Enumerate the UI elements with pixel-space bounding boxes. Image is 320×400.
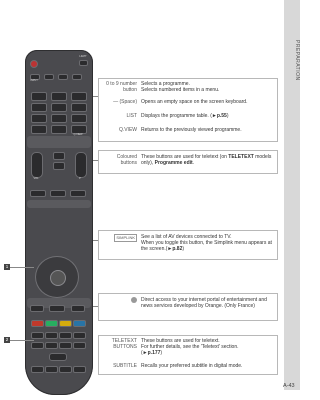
desc-number-buttons: Selects a programme. Selects numbered items in a menu. bbox=[141, 81, 220, 93]
row-number-buttons bbox=[99, 81, 277, 95]
light-button bbox=[79, 60, 88, 66]
remote-stripe bbox=[27, 200, 91, 208]
ok-button bbox=[50, 270, 66, 286]
desc-list-text: Displays the programme table. ( bbox=[141, 113, 212, 119]
desc-simplink bbox=[141, 234, 273, 252]
blue-button bbox=[73, 320, 86, 327]
desc-text: These buttons are used for teletext (on bbox=[141, 154, 229, 160]
row-simplink bbox=[99, 234, 277, 256]
playback-button bbox=[31, 342, 44, 349]
number-4-button bbox=[31, 103, 47, 112]
desc-text: For further details, see the 'Teletext' section. bbox=[141, 344, 239, 350]
leader-line bbox=[93, 306, 98, 307]
playback-button bbox=[31, 332, 44, 339]
side-tab-label: PREPARATION bbox=[294, 40, 300, 81]
remote-control-illustration bbox=[25, 50, 93, 395]
desc-text: . bbox=[192, 160, 195, 166]
programme-label: P bbox=[79, 177, 81, 180]
leader-line bbox=[10, 267, 34, 268]
row-list bbox=[99, 113, 277, 121]
simplink-panel bbox=[98, 230, 278, 260]
tv-radio-button bbox=[58, 74, 68, 80]
desc-q-view: Returns to the previously viewed programme. bbox=[141, 127, 242, 133]
page-ref: p.82 bbox=[172, 246, 183, 252]
row-space bbox=[99, 99, 277, 107]
simplink-button bbox=[50, 190, 66, 197]
guide-button bbox=[49, 305, 65, 312]
label-teletext: TELETEXT BUTTONS bbox=[111, 338, 137, 350]
marker-1: 1 bbox=[5, 264, 9, 269]
q-menu-button bbox=[70, 190, 86, 197]
page-ref-arrow: ► bbox=[167, 246, 173, 252]
number-0-button bbox=[51, 125, 67, 134]
desc-text: When you toggle this button, the Simplink menu appears at the screen.( bbox=[141, 240, 272, 252]
desc-text: See a list of AV devices connected to TV. bbox=[141, 234, 232, 240]
simplink-icon: SIMPLINK bbox=[116, 235, 135, 240]
desc-subtitle: Recalls your preferred subtitle in digital mode. bbox=[141, 363, 243, 369]
energy-saving-button bbox=[44, 74, 54, 80]
leader-line bbox=[93, 160, 98, 161]
side-tab bbox=[284, 0, 300, 390]
playback-button bbox=[73, 332, 86, 339]
exit-button bbox=[71, 305, 85, 312]
label-subtitle: SUBTITLE bbox=[113, 363, 137, 369]
simplink-icon-wrap bbox=[99, 234, 137, 242]
orange-button-icon bbox=[131, 297, 137, 303]
vol-label: VOL bbox=[33, 177, 39, 180]
yellow-button bbox=[59, 320, 72, 327]
number-keys-panel bbox=[98, 78, 278, 142]
leader-line bbox=[10, 340, 34, 341]
volume-rocker bbox=[31, 152, 43, 178]
desc-space: Opens an empty space on the screen keyboard. bbox=[141, 99, 248, 105]
orange-portal-button bbox=[49, 353, 67, 361]
playback-button bbox=[73, 342, 86, 349]
row-coloured-buttons bbox=[99, 154, 277, 168]
green-button bbox=[45, 320, 58, 327]
number-9-button bbox=[71, 114, 87, 123]
number-8-button bbox=[51, 114, 67, 123]
label-q-view: Q.VIEW bbox=[118, 127, 137, 133]
list-button bbox=[31, 125, 47, 134]
page-ref-arrow: ► bbox=[142, 350, 148, 356]
desc-orange: Direct access to your internet portal of entertainment and news services developed by Orange. (Only France) bbox=[141, 297, 267, 309]
row-orange bbox=[99, 297, 277, 317]
playback-button bbox=[59, 332, 72, 339]
label-coloured-buttons: Coloured buttons bbox=[116, 154, 137, 166]
mute-button bbox=[53, 162, 65, 170]
q-view-label: Q.VIEW bbox=[73, 133, 83, 136]
desc-text: models only), bbox=[141, 154, 272, 166]
number-2-button bbox=[51, 92, 67, 101]
input-label: INPUT bbox=[30, 79, 38, 82]
number-7-button bbox=[31, 114, 47, 123]
marker-2: 2 bbox=[5, 337, 9, 342]
light-label: LIGHT bbox=[79, 55, 87, 58]
playback-button bbox=[45, 342, 58, 349]
row-teletext bbox=[99, 338, 277, 360]
ratio-button bbox=[72, 74, 82, 80]
page-number: A-43 bbox=[283, 383, 295, 389]
programme-rocker bbox=[75, 152, 87, 178]
desc-list-suffix: ) bbox=[226, 113, 229, 119]
info-button bbox=[73, 366, 86, 373]
desc-bold: Programme edit bbox=[154, 160, 193, 166]
desc-bold: TELETEXT bbox=[228, 154, 254, 160]
desc-coloured-buttons bbox=[141, 154, 273, 166]
number-3-button bbox=[71, 92, 87, 101]
label-number-buttons: 0 to 9 number button bbox=[106, 81, 137, 93]
page-ref: p.177 bbox=[147, 350, 161, 356]
teletext-option-button bbox=[45, 366, 58, 373]
leader-line bbox=[93, 96, 98, 97]
remote-stripe bbox=[27, 136, 91, 148]
back-button bbox=[30, 305, 44, 312]
leader-line bbox=[93, 240, 98, 241]
desc-text: These buttons are used for teletext. bbox=[141, 338, 220, 344]
label-space: — (Space) bbox=[113, 99, 137, 105]
playback-button bbox=[45, 332, 58, 339]
power-button bbox=[30, 60, 38, 68]
number-1-button bbox=[31, 92, 47, 101]
row-q-view bbox=[99, 127, 277, 135]
number-5-button bbox=[51, 103, 67, 112]
desc-teletext: These buttons are used for teletext. For further details, see the 'Teletext' section. (►p.177) bbox=[141, 338, 239, 356]
orange-icon-wrap bbox=[99, 297, 137, 303]
teletext-button bbox=[31, 366, 44, 373]
coloured-buttons-panel bbox=[98, 150, 278, 174]
row-subtitle bbox=[99, 363, 277, 371]
desc-list bbox=[141, 113, 273, 119]
menu-button bbox=[30, 190, 46, 197]
label-list: LIST bbox=[126, 113, 137, 119]
subtitle-button bbox=[59, 366, 72, 373]
desc-text: ) bbox=[182, 246, 185, 252]
teletext-panel bbox=[98, 335, 278, 375]
navigation-pad bbox=[35, 256, 79, 298]
number-6-button bbox=[71, 103, 87, 112]
red-button bbox=[31, 320, 44, 327]
page-ref: p.55 bbox=[216, 113, 227, 119]
page-ref-arrow: ► bbox=[211, 113, 217, 119]
playback-button bbox=[59, 342, 72, 349]
fav-button bbox=[53, 152, 65, 160]
orange-portal-panel bbox=[98, 293, 278, 321]
